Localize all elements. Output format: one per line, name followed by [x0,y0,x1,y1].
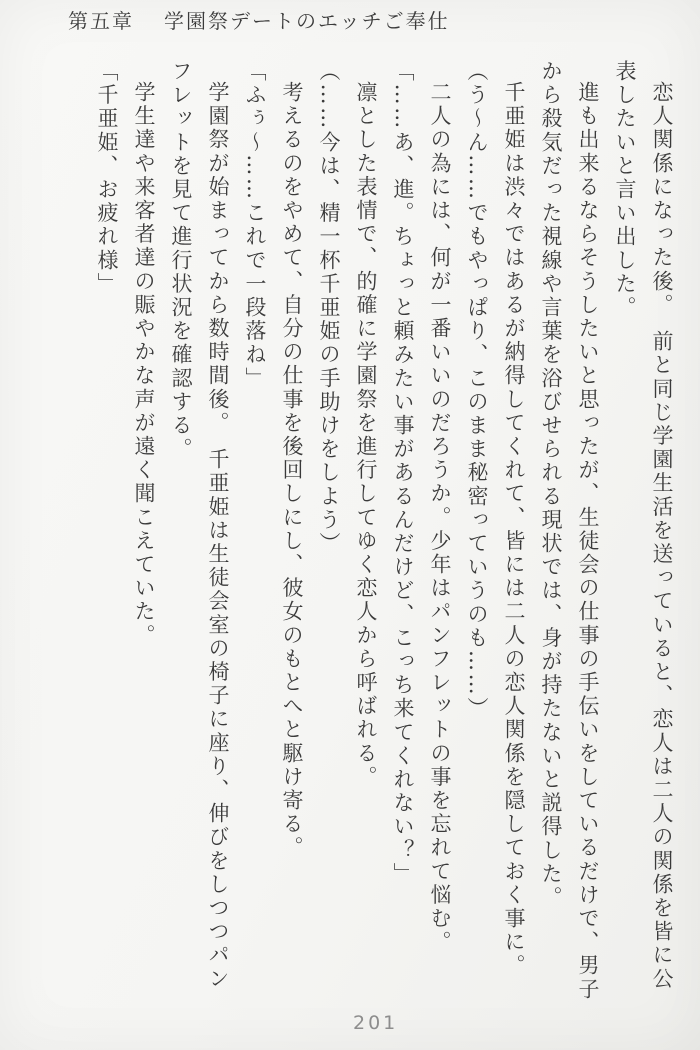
paragraph: 千亜姫は渋々ではあるが納得してくれて、皆には二人の恋人関係を隠しておく事に。 [502,81,526,978]
paragraph: 学園祭が始まってから数時間後。 千亜姫は生徒会室の椅子に座り、伸びをしつつパンフレットを見て進行状況を確認する。 [169,60,230,991]
paragraph: 学生達や来客者達の賑やかな声が遠く聞こえていた。 [132,81,156,648]
paragraph: 考えるのをやめて、自分の仕事を後回しにし、彼女のもとへと駆け寄る。 [280,81,304,860]
page-number: 201 [353,1012,399,1034]
paragraph: （う〜ん……でもやっぱり、このまま秘密っていうのも……） [465,60,489,721]
paragraph: 「……あ、進。ちょっと頼みたい事があるんだけど、こっち来てくれない？」 [391,60,415,886]
chapter-number-label: 第五章 [68,9,134,33]
chapter-title: 学園祭デートのエッチご奉仕 [164,9,450,33]
paragraph: 進も出来るならそうしたいと思ったが、生徒会の仕事の手伝いをしているだけで、男子から殺気だった視線や言葉を浴びせられる現状では、身が持たないと説得した。 [539,60,600,1002]
paragraph: （……今は、精一杯千亜姫の手助けをしよう） [317,60,341,556]
paragraph: 凛とした表情で、的確に学園祭を進行してゆく恋人から呼ばれる。 [354,81,378,789]
chapter-header [68,5,450,34]
paragraph: 二人の為には、何が一番いいのだろうか。少年はパンフレットの事を忘れて悩む。 [428,81,452,955]
page-text-block [84,60,680,1008]
paragraph: 「千亜姫、お疲れ様」 [95,60,119,296]
paragraph: 「ふぅ〜……これで一段落ね」 [243,60,267,391]
paragraph: 恋人関係になった後。 前と同じ学園生活を送っていると、恋人は二人の関係を皆に公表したいと言い出した。 [613,60,674,991]
